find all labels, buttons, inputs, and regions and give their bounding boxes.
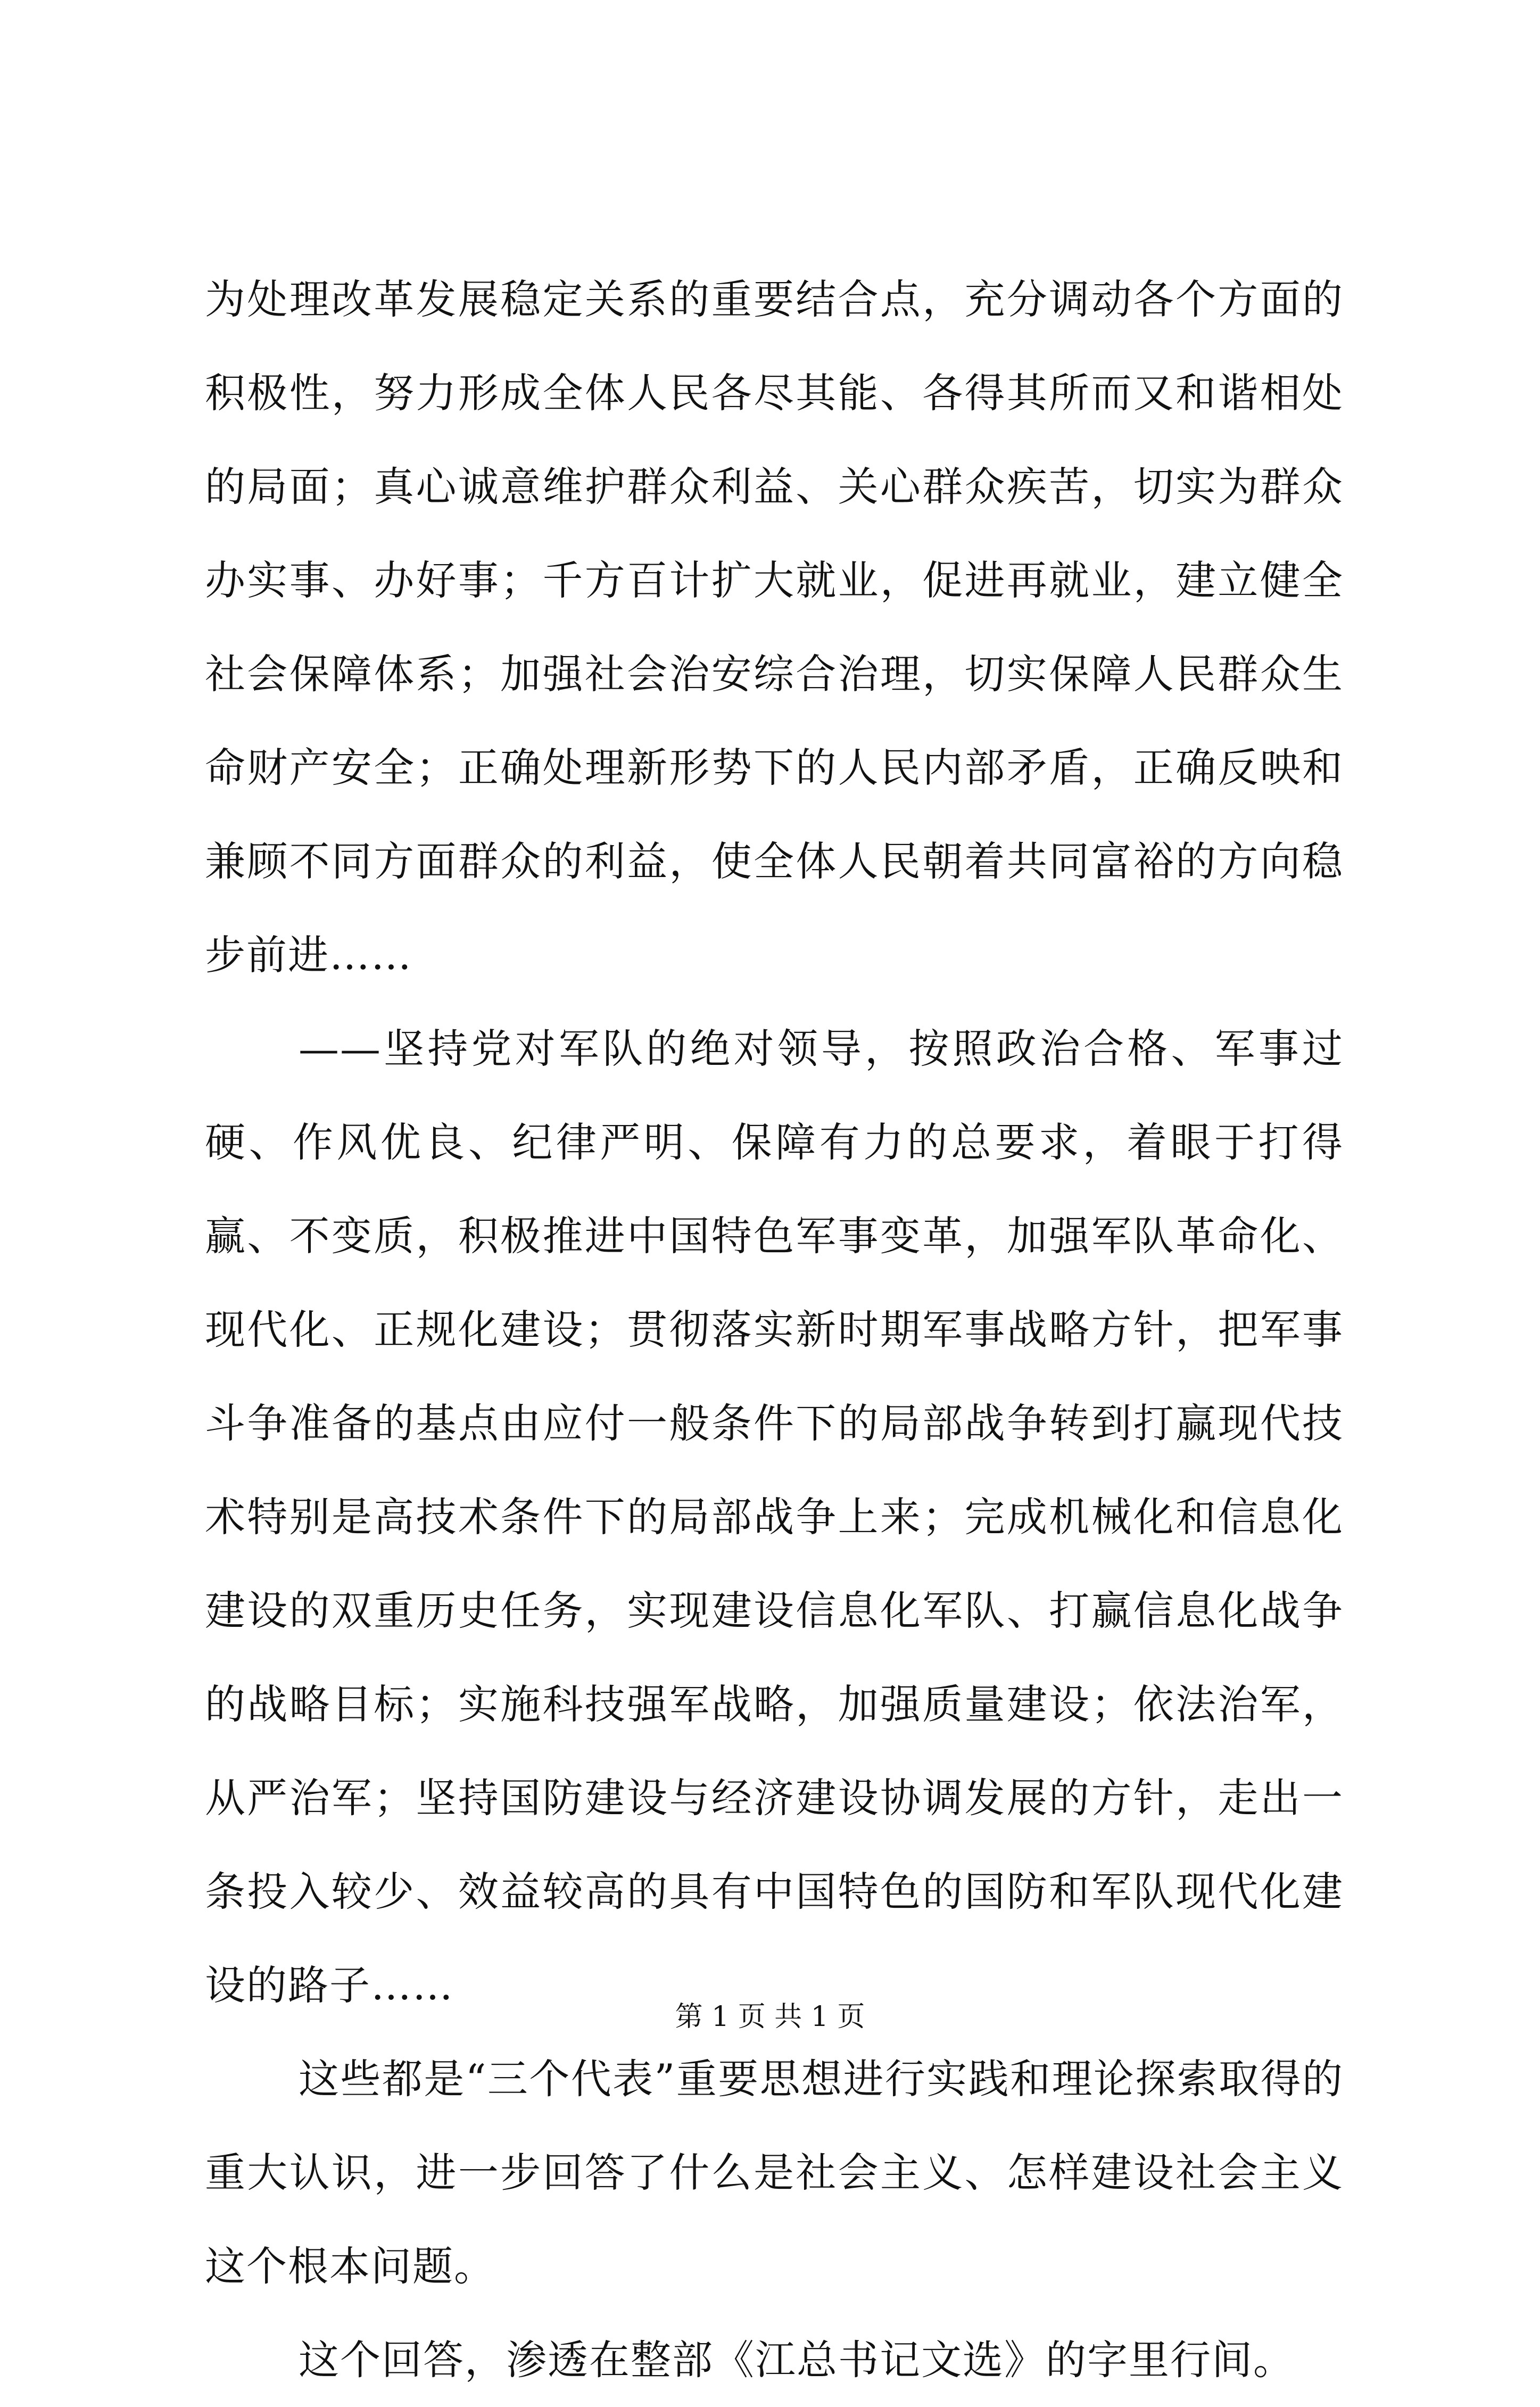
paragraph-three-represents: 这些都是“三个代表”重要思想进行实践和理论探索取得的重大认识，进一步回答了什么是社会主义、怎样建设社会主义这个根本问题。 bbox=[205, 2055, 1344, 2290]
page-footer: 第 1 页 共 1 页 bbox=[675, 2001, 865, 2033]
document-body bbox=[205, 253, 1344, 2407]
paragraph-military: ——坚持党对军队的绝对领导，按照政治合格、军事过硬、作风优良、纪律严明、保障有力的总要求，着眼于打得赢、不变质，积极推进中国特色军事变革，加强军队革命化、现代化、正规化建设；贯彻落实新时期军事战略方针，把军事斗争准备的基点由应付一般条件下的局部战争转到打赢现代技术特别是高技术条件下的局部战争上来；完成机械化和信息化建设的双重历史任务，实现建设信息化军队、打赢信息化战争的战略目标；实施科技强军战略，加强质量建设；依法治军，从严治军；坚持国防建设与经济建设协调发展的方针，走出一条投入较少、效益较高的具有中国特色的国防和军队现代化建设的路子…… bbox=[205, 1025, 1344, 2009]
paragraph-continuation: 为处理改革发展稳定关系的重要结合点，充分调动各个方面的积极性，努力形成全体人民各尽其能、各得其所而又和谐相处的局面；真心诚意维护群众利益、关心群众疾苦，切实为群众办实事、办好事；千方百计扩大就业，促进再就业，建立健全社会保障体系；加强社会治安综合治理，切实保障人民群众生命财产安全；正确处理新形势下的人民内部矛盾，正确反映和兼顾不同方面群众的利益，使全体人民朝着共同富裕的方向稳步前进…… bbox=[205, 276, 1344, 979]
paragraph-conclusion: 这个回答，渗透在整部《江总书记文选》的字里行间。 bbox=[299, 2336, 1295, 2384]
